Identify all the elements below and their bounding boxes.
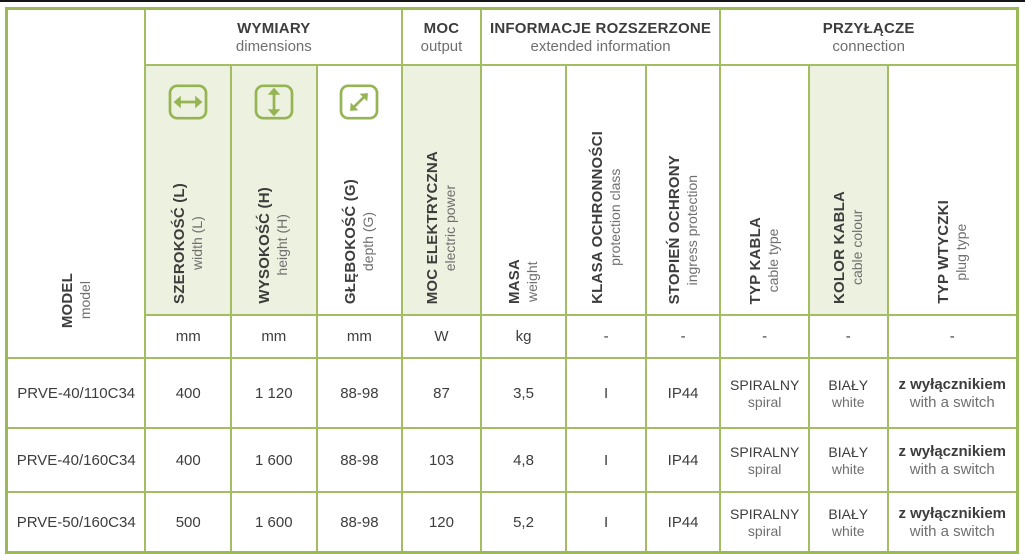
cell-height: 1 600 (231, 492, 317, 553)
protection-class-header-en: protection class (606, 168, 623, 267)
depth-header-pl: GŁĘBOKOŚĆ (G) (342, 178, 359, 304)
cable-type-pl: SPIRALNY (730, 376, 800, 393)
cell-width: 400 (145, 358, 231, 428)
cell-depth: 88-98 (317, 358, 403, 428)
unit-plug-type: - (888, 315, 1018, 358)
group-dimensions-pl: WYMIARY (237, 19, 311, 37)
cable-type-pl: SPIRALNY (730, 443, 800, 460)
height-column-header (231, 65, 317, 315)
height-header-en: height (H) (274, 214, 291, 277)
group-dimensions (145, 9, 402, 66)
depth-header-en: depth (G) (360, 211, 376, 272)
cell-width: 400 (145, 428, 231, 492)
width-header-pl: SZEROKOŚĆ (L) (170, 183, 188, 304)
cell-cable-colour (809, 492, 888, 553)
height-header-pl: WYSOKOŚĆ (H) (256, 187, 274, 304)
plug-type-pl: z wyłącznikiem (898, 375, 1007, 393)
cable-colour-pl: BIAŁY (828, 443, 869, 460)
group-extended-en: extended information (530, 37, 671, 55)
group-connection (720, 9, 1017, 66)
cell-protection-class: I (566, 358, 646, 428)
weight-column-header (481, 65, 567, 315)
plug-type-en: with a switch (909, 393, 995, 411)
diagonal-double-arrow-icon (339, 84, 379, 120)
cell-weight: 5,2 (481, 492, 567, 553)
cell-power: 103 (402, 428, 481, 492)
units-row (7, 315, 1018, 358)
ingress-protection-header-en: ingress protection (683, 174, 700, 285)
cell-protection-class: I (566, 428, 646, 492)
ingress-protection-header-pl: STOPIEŃ OCHRONY (665, 154, 683, 304)
unit-width: mm (145, 315, 231, 358)
unit-depth: mm (317, 315, 403, 358)
cell-protection-class: I (566, 492, 646, 553)
cell-plug-type (888, 492, 1018, 553)
cable-type-header-pl: TYP KABLA (747, 216, 765, 304)
plug-type-en: with a switch (909, 522, 995, 540)
cell-ingress-protection: IP44 (646, 492, 721, 553)
cable-type-en: spiral (747, 460, 782, 477)
depth-column-header (317, 65, 403, 315)
electric-power-header-pl: MOC ELEKTRYCZNA (424, 150, 442, 304)
cable-type-header-en: cable type (765, 228, 782, 293)
unit-height: mm (231, 315, 317, 358)
cell-ingress-protection: IP44 (646, 358, 721, 428)
table-row (7, 358, 1018, 428)
unit-protection-class: - (566, 315, 646, 358)
cell-width: 500 (145, 492, 231, 553)
group-connection-pl: PRZYŁĄCZE (822, 19, 915, 37)
group-output-en: output (420, 37, 463, 55)
cell-plug-type (888, 358, 1018, 428)
product-spec-table (5, 7, 1019, 554)
protection-class-column-header (566, 65, 646, 315)
unit-ingress-protection: - (646, 315, 721, 358)
cable-colour-pl: BIAŁY (828, 376, 869, 393)
cell-weight: 4,8 (481, 428, 567, 492)
electric-power-header-en: electric power (442, 184, 459, 271)
cable-colour-column-header (809, 65, 888, 315)
plug-type-pl: z wyłącznikiem (898, 504, 1007, 522)
horizontal-double-arrow-icon (168, 84, 208, 120)
width-column-header (145, 65, 231, 315)
cable-colour-en: white (831, 393, 865, 410)
page-top-edge-line (0, 0, 1025, 2)
model-column-header (7, 9, 146, 359)
unit-weight: kg (481, 315, 567, 358)
cell-cable-colour (809, 358, 888, 428)
protection-class-header-pl: KLASA OCHRONNOŚCI (588, 131, 606, 304)
model-header-pl: MODEL (58, 272, 76, 328)
table-row (7, 428, 1018, 492)
cable-type-en: spiral (747, 522, 782, 539)
unit-power: W (402, 315, 481, 358)
width-header-en: width (L) (188, 216, 205, 271)
cable-type-pl: SPIRALNY (730, 505, 800, 522)
cell-cable-type (720, 358, 809, 428)
unit-cable-type: - (720, 315, 809, 358)
cable-type-en: spiral (747, 393, 782, 410)
cell-cable-colour (809, 428, 888, 492)
group-connection-en: connection (832, 37, 905, 55)
plug-type-header-pl: TYP WTYCZKI (934, 200, 952, 304)
group-output (402, 9, 481, 66)
plug-type-pl: z wyłącznikiem (898, 442, 1007, 460)
group-extended-pl: INFORMACJE ROZSZERZONE (490, 19, 712, 37)
cell-model: PRVE-50/160C34 (7, 492, 146, 553)
cable-type-column-header (720, 65, 809, 315)
electric-power-column-header (402, 65, 481, 315)
group-dimensions-en: dimensions (235, 37, 312, 55)
model-header-en: model (76, 281, 93, 320)
cell-power: 87 (402, 358, 481, 428)
ingress-protection-column-header (646, 65, 721, 315)
cable-colour-en: white (831, 522, 865, 539)
cell-model: PRVE-40/160C34 (7, 428, 146, 492)
cell-height: 1 120 (231, 358, 317, 428)
cell-height: 1 600 (231, 428, 317, 492)
plug-type-en: with a switch (909, 460, 995, 478)
model-header-text (59, 273, 94, 328)
unit-cable-colour: - (809, 315, 888, 358)
cell-cable-type (720, 492, 809, 553)
cell-power: 120 (402, 492, 481, 553)
vertical-double-arrow-icon (254, 84, 294, 120)
weight-header-pl: MASA (506, 259, 524, 304)
column-header-row (7, 65, 1018, 315)
cell-depth: 88-98 (317, 492, 403, 553)
plug-type-column-header (888, 65, 1018, 315)
cell-cable-type (720, 428, 809, 492)
cable-colour-header-en: cable colour (848, 209, 865, 286)
plug-type-header-en: plug type (952, 223, 969, 281)
table-row (7, 492, 1018, 553)
cell-model: PRVE-40/110C34 (7, 358, 146, 428)
cable-colour-header-pl: KOLOR KABLA (830, 190, 848, 304)
cell-ingress-protection: IP44 (646, 428, 721, 492)
group-extended-information (481, 9, 721, 66)
group-header-row (7, 9, 1018, 66)
cable-colour-en: white (831, 460, 865, 477)
cell-depth: 88-98 (317, 428, 403, 492)
cell-weight: 3,5 (481, 358, 567, 428)
cell-plug-type (888, 428, 1018, 492)
cable-colour-pl: BIAŁY (828, 505, 869, 522)
group-output-pl: MOC (423, 19, 460, 37)
weight-header-en: weight (524, 261, 541, 302)
